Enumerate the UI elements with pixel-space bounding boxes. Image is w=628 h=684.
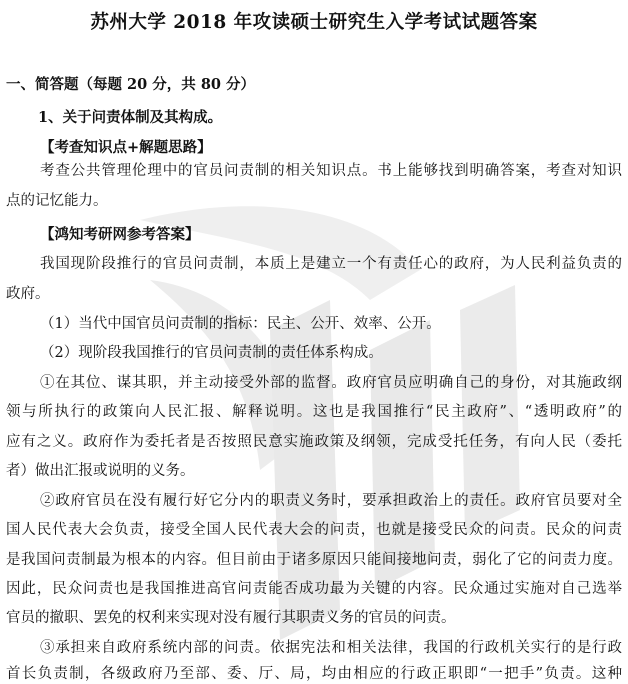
document-title: 苏州大学 2018 年攻读硕士研究生入学考试试题答案 [90, 12, 538, 33]
answer-heading: 【鸿知考研网参考答案】 [40, 226, 200, 243]
paragraph-line: 首长负责制，各级政府乃至部、委、厅、局，均由相应的行政正职即“一把手”负责。这种 [6, 666, 622, 682]
paragraph-line: 是我国问责制最为根本的内容。但目前由于诸多原因只能间接地问责，弱化了它的问责力度。 [6, 552, 622, 568]
paragraph-line: ②政府官员在没有履行好它分内的职责义务时，要承担政治上的责任。政府官员要对全 [40, 493, 622, 509]
paragraph-line: 者）做出汇报或说明的义务。 [6, 463, 195, 479]
question-heading: 1、关于问责体制及其构成。 [38, 109, 223, 126]
paragraph-line: 政府。 [6, 286, 50, 302]
section-heading: 一、简答题（每题 20 分，共 80 分） [6, 76, 256, 93]
paragraph-line: 考查公共管理伦理中的官员问责制的相关知识点。书上能够找到明确答案，考查对知识 [40, 163, 622, 179]
paragraph-line: 领与所执行的政策向人民汇报、解释说明。这也是我国推行“民主政府”、“透明政府”的 [6, 404, 622, 420]
paragraph-line: （2）现阶段我国推行的官员问责制的责任体系构成。 [40, 345, 383, 361]
paragraph-line: 国人民代表大会负责，接受全国人民代表大会的问责，也就是接受民众的问责。民众的问责 [6, 522, 622, 538]
paragraph-line: 点的记忆能力。 [6, 193, 108, 209]
paragraph-line: 官员的撤职、罢免的权利来实现对没有履行其职责义务的官员的问责。 [6, 610, 456, 626]
paragraph-line: 因此，民众问责也是我国推进高官问责能否成功最为关键的内容。民众通过实施对自己选举 [6, 581, 622, 597]
paragraph-line: ①在其位、谋其职，并主动接受外部的监督。政府官员应明确自己的身份，对其施政纲 [40, 375, 622, 391]
paragraph-line: 应有之义。政府作为委托者是否按照民意实施政策及纲领，完成受托任务，有向人民（委托 [6, 434, 622, 450]
paragraph-line: 我国现阶段推行的官员问责制，本质上是建立一个有责任心的政府，为人民利益负责的 [40, 256, 622, 272]
paragraph-line: ③承担来自政府系统内部的问责。依据宪法和相关法律，我国的行政机关实行的是行政 [40, 640, 622, 656]
exam-points-heading: 【考查知识点+解题思路】 [40, 139, 212, 156]
paragraph-line: （1）当代中国官员问责制的指标：民主、公开、效率、公开。 [40, 316, 441, 332]
